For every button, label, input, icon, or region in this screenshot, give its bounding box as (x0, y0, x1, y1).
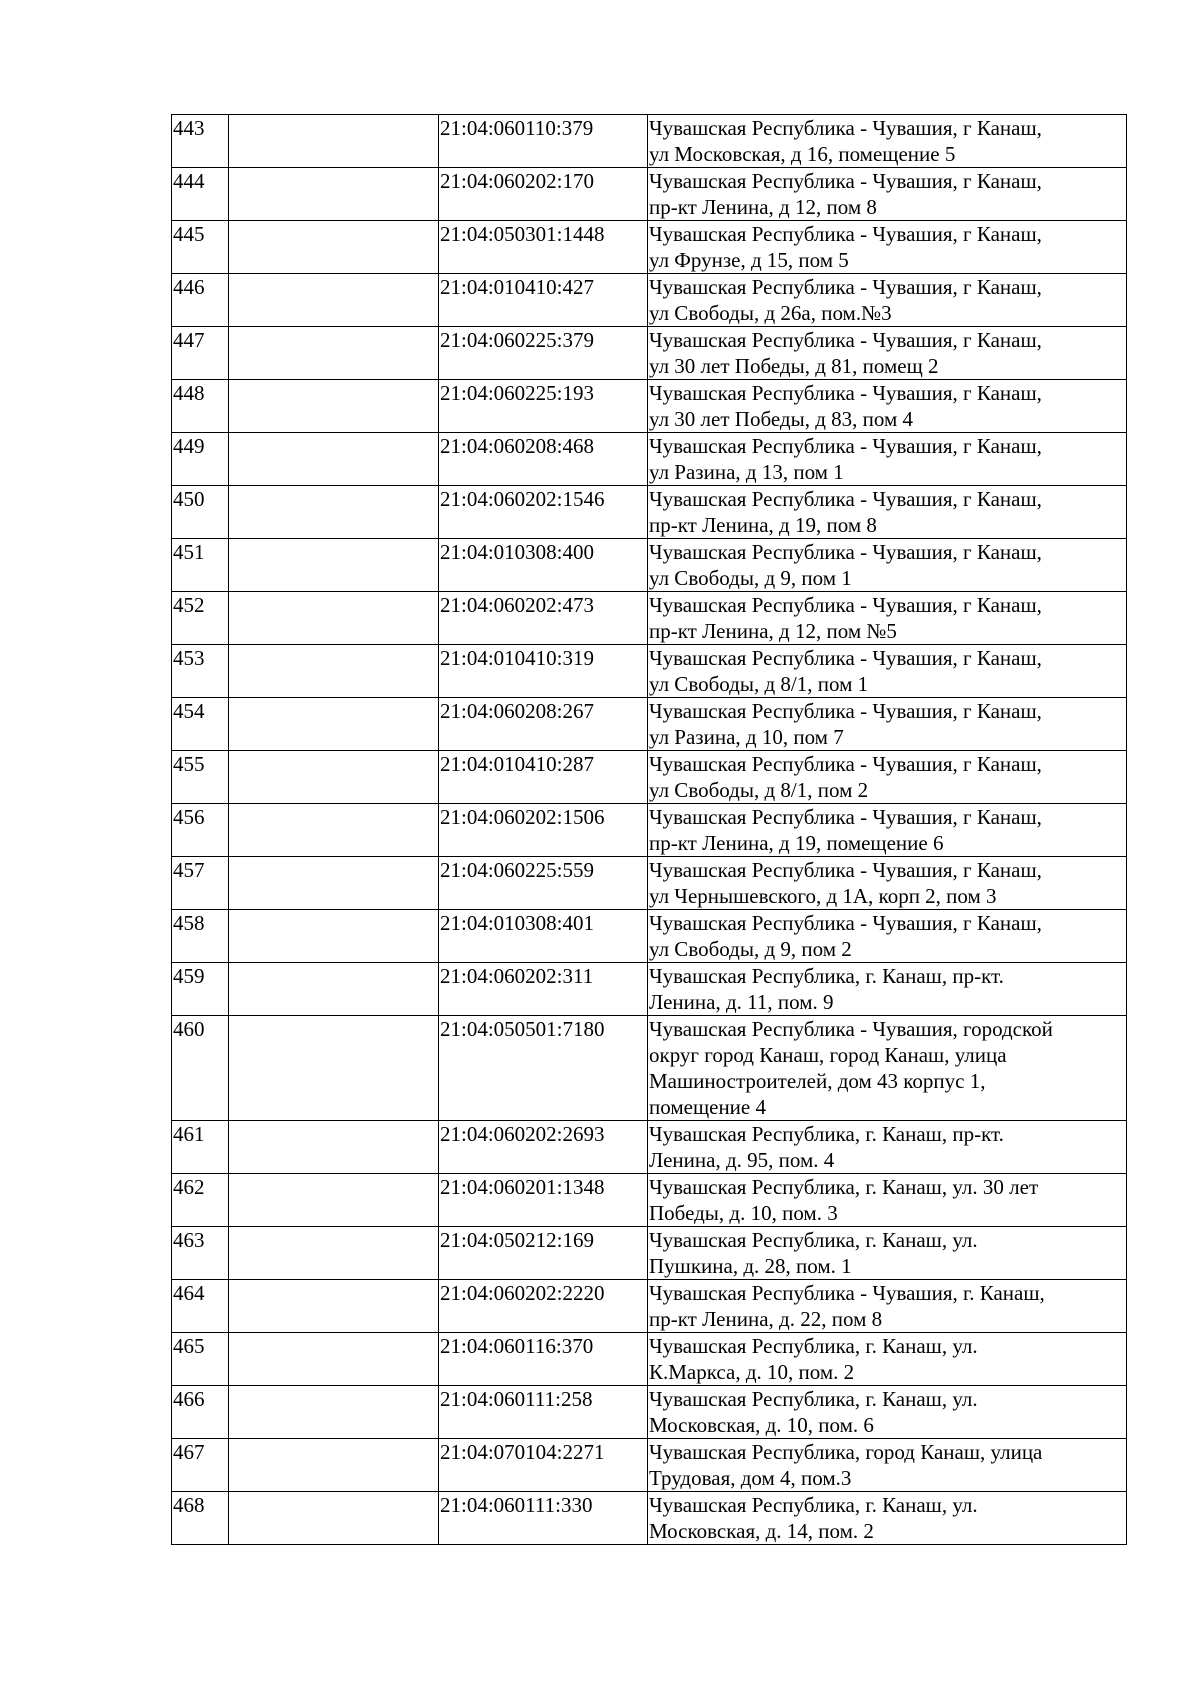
empty-cell (229, 433, 439, 486)
address-line: Чувашская Республика, г. Канаш, пр-кт. (649, 964, 1004, 988)
cadastral-number-cell: 21:04:060202:311 (439, 963, 648, 1016)
table-row (172, 804, 1127, 857)
cadastral-number-cell: 21:04:060208:267 (439, 698, 648, 751)
empty-cell (229, 698, 439, 751)
table-row (172, 751, 1127, 804)
table-row (172, 1121, 1127, 1174)
empty-cell (229, 645, 439, 698)
row-number-cell: 443 (172, 115, 229, 168)
table-row (172, 1280, 1127, 1333)
address-line: Чувашская Республика - Чувашия, городской (649, 1017, 1053, 1041)
table-row (172, 910, 1127, 963)
cadastral-number-cell: 21:04:060202:170 (439, 168, 648, 221)
address-line: Чувашская Республика, город Канаш, улица (649, 1440, 1043, 1464)
row-number-cell: 467 (172, 1439, 229, 1492)
address-cell (648, 1492, 1127, 1545)
row-number-cell: 458 (172, 910, 229, 963)
cadastral-number-cell: 21:04:060202:473 (439, 592, 648, 645)
address-line: Чувашская Республика - Чувашия, г Канаш, (649, 805, 1042, 829)
empty-cell (229, 857, 439, 910)
address-line: Чувашская Республика - Чувашия, г Канаш, (649, 434, 1042, 458)
cadastral-number-cell: 21:04:060225:559 (439, 857, 648, 910)
cadastral-number-cell: 21:04:010410:427 (439, 274, 648, 327)
cadastral-number-cell: 21:04:010308:401 (439, 910, 648, 963)
row-number-cell: 447 (172, 327, 229, 380)
address-cell (648, 1386, 1127, 1439)
table-row (172, 539, 1127, 592)
address-line: ул 30 лет Победы, д 83, пом 4 (649, 407, 914, 431)
address-line: Чувашская Республика - Чувашия, г Канаш, (649, 593, 1042, 617)
address-line: ул Свободы, д 9, пом 1 (649, 566, 852, 590)
address-line: Чувашская Республика - Чувашия, г Канаш, (649, 328, 1042, 352)
address-line: ул Чернышевского, д 1А, корп 2, пом 3 (649, 884, 997, 908)
table-row (172, 486, 1127, 539)
empty-cell (229, 592, 439, 645)
address-line: ул 30 лет Победы, д 81, помещ 2 (649, 354, 939, 378)
address-cell (648, 804, 1127, 857)
address-line: Московская, д. 10, пом. 6 (649, 1413, 874, 1437)
registry-body (172, 115, 1127, 1545)
cadastral-number-cell: 21:04:010308:400 (439, 539, 648, 592)
table-row (172, 221, 1127, 274)
address-line: Ленина, д. 11, пом. 9 (649, 990, 834, 1014)
row-number-cell: 466 (172, 1386, 229, 1439)
address-cell (648, 380, 1127, 433)
address-line: Машиностроителей, дом 43 корпус 1, (649, 1069, 986, 1093)
property-registry-table (171, 114, 1127, 1545)
address-cell (648, 751, 1127, 804)
address-line: пр-кт Ленина, д 19, помещение 6 (649, 831, 944, 855)
address-line: Чувашская Республика - Чувашия, г Канаш, (649, 169, 1042, 193)
row-number-cell: 453 (172, 645, 229, 698)
row-number-cell: 449 (172, 433, 229, 486)
empty-cell (229, 115, 439, 168)
row-number-cell: 465 (172, 1333, 229, 1386)
address-line: Чувашская Республика - Чувашия, г Канаш, (649, 752, 1042, 776)
empty-cell (229, 327, 439, 380)
address-line: Чувашская Республика - Чувашия, г Канаш, (649, 222, 1042, 246)
table-row (172, 380, 1127, 433)
empty-cell (229, 1439, 439, 1492)
row-number-cell: 452 (172, 592, 229, 645)
cadastral-number-cell: 21:04:070104:2271 (439, 1439, 648, 1492)
cadastral-number-cell: 21:04:010410:319 (439, 645, 648, 698)
address-cell (648, 486, 1127, 539)
row-number-cell: 457 (172, 857, 229, 910)
address-line: Чувашская Республика - Чувашия, г Канаш, (649, 275, 1042, 299)
empty-cell (229, 1227, 439, 1280)
table-row (172, 645, 1127, 698)
row-number-cell: 448 (172, 380, 229, 433)
cadastral-number-cell: 21:04:010410:287 (439, 751, 648, 804)
empty-cell (229, 539, 439, 592)
address-line: Чувашская Республика - Чувашия, г Канаш, (649, 540, 1042, 564)
table-row (172, 1492, 1127, 1545)
address-line: Пушкина, д. 28, пом. 1 (649, 1254, 852, 1278)
address-cell (648, 1333, 1127, 1386)
address-cell (648, 168, 1127, 221)
row-number-cell: 451 (172, 539, 229, 592)
row-number-cell: 468 (172, 1492, 229, 1545)
empty-cell (229, 380, 439, 433)
address-line: Чувашская Республика, г. Канаш, ул. (649, 1493, 978, 1517)
empty-cell (229, 1016, 439, 1121)
table-row (172, 1227, 1127, 1280)
row-number-cell: 446 (172, 274, 229, 327)
row-number-cell: 444 (172, 168, 229, 221)
cadastral-number-cell: 21:04:060202:2220 (439, 1280, 648, 1333)
table-row (172, 168, 1127, 221)
address-cell (648, 698, 1127, 751)
row-number-cell: 464 (172, 1280, 229, 1333)
address-line: Чувашская Республика - Чувашия, г Канаш, (649, 646, 1042, 670)
cadastral-number-cell: 21:04:060202:1546 (439, 486, 648, 539)
address-line: ул Свободы, д 9, пом 2 (649, 937, 852, 961)
address-cell (648, 1121, 1127, 1174)
row-number-cell: 460 (172, 1016, 229, 1121)
empty-cell (229, 486, 439, 539)
table-row (172, 327, 1127, 380)
address-cell (648, 645, 1127, 698)
address-line: Чувашская Республика - Чувашия, г Канаш, (649, 858, 1042, 882)
address-line: округ город Канаш, город Канаш, улица (649, 1043, 1007, 1067)
address-cell (648, 274, 1127, 327)
cadastral-number-cell: 21:04:060202:2693 (439, 1121, 648, 1174)
address-line: ул Московская, д 16, помещение 5 (649, 142, 956, 166)
address-line: ул Свободы, д 8/1, пом 1 (649, 672, 869, 696)
address-line: Чувашская Республика - Чувашия, г. Канаш, (649, 1281, 1045, 1305)
cadastral-number-cell: 21:04:060111:330 (439, 1492, 648, 1545)
address-line: Чувашская Республика - Чувашия, г Канаш, (649, 911, 1042, 935)
empty-cell (229, 804, 439, 857)
table-row (172, 1439, 1127, 1492)
empty-cell (229, 910, 439, 963)
address-line: Чувашская Республика, г. Канаш, ул. (649, 1387, 978, 1411)
address-cell (648, 221, 1127, 274)
address-cell (648, 1280, 1127, 1333)
empty-cell (229, 963, 439, 1016)
address-cell (648, 963, 1127, 1016)
address-line: ул Свободы, д 8/1, пом 2 (649, 778, 869, 802)
address-line: Победы, д. 10, пом. 3 (649, 1201, 838, 1225)
address-line: Чувашская Республика, г. Канаш, ул. (649, 1228, 978, 1252)
address-cell (648, 115, 1127, 168)
cadastral-number-cell: 21:04:060202:1506 (439, 804, 648, 857)
row-number-cell: 450 (172, 486, 229, 539)
table-row (172, 115, 1127, 168)
table-row (172, 1174, 1127, 1227)
address-cell (648, 539, 1127, 592)
cadastral-number-cell: 21:04:050301:1448 (439, 221, 648, 274)
address-line: помещение 4 (649, 1095, 766, 1119)
row-number-cell: 454 (172, 698, 229, 751)
table-row (172, 963, 1127, 1016)
cadastral-number-cell: 21:04:060201:1348 (439, 1174, 648, 1227)
empty-cell (229, 1386, 439, 1439)
address-cell (648, 327, 1127, 380)
address-cell (648, 592, 1127, 645)
address-cell (648, 1016, 1127, 1121)
empty-cell (229, 751, 439, 804)
address-line: ул Фрунзе, д 15, пом 5 (649, 248, 849, 272)
address-line: Чувашская Республика, г. Канаш, ул. 30 лет (649, 1175, 1039, 1199)
cadastral-number-cell: 21:04:050212:169 (439, 1227, 648, 1280)
table-row (172, 274, 1127, 327)
table-row (172, 857, 1127, 910)
address-line: К.Маркса, д. 10, пом. 2 (649, 1360, 855, 1384)
address-line: пр-кт Ленина, д 12, пом 8 (649, 195, 877, 219)
table-row (172, 592, 1127, 645)
address-line: Ленина, д. 95, пом. 4 (649, 1148, 835, 1172)
address-cell (648, 433, 1127, 486)
address-line: пр-кт Ленина, д. 22, пом 8 (649, 1307, 883, 1331)
row-number-cell: 461 (172, 1121, 229, 1174)
address-line: ул Свободы, д 26а, пом.№3 (649, 301, 892, 325)
empty-cell (229, 1121, 439, 1174)
address-line: Московская, д. 14, пом. 2 (649, 1519, 874, 1543)
table-row (172, 1016, 1127, 1121)
address-cell (648, 857, 1127, 910)
address-line: ул Разина, д 13, пом 1 (649, 460, 844, 484)
row-number-cell: 445 (172, 221, 229, 274)
row-number-cell: 456 (172, 804, 229, 857)
cadastral-number-cell: 21:04:060116:370 (439, 1333, 648, 1386)
address-line: Трудовая, дом 4, пом.3 (649, 1466, 852, 1490)
empty-cell (229, 1174, 439, 1227)
cadastral-number-cell: 21:04:060208:468 (439, 433, 648, 486)
address-line: ул Разина, д 10, пом 7 (649, 725, 844, 749)
cadastral-number-cell: 21:04:060111:258 (439, 1386, 648, 1439)
row-number-cell: 462 (172, 1174, 229, 1227)
address-cell (648, 910, 1127, 963)
address-cell (648, 1227, 1127, 1280)
empty-cell (229, 274, 439, 327)
empty-cell (229, 1333, 439, 1386)
empty-cell (229, 168, 439, 221)
table-row (172, 1333, 1127, 1386)
table-row (172, 698, 1127, 751)
address-line: Чувашская Республика, г. Канаш, пр-кт. (649, 1122, 1004, 1146)
address-line: пр-кт Ленина, д 12, пом №5 (649, 619, 897, 643)
row-number-cell: 463 (172, 1227, 229, 1280)
cadastral-number-cell: 21:04:060225:193 (439, 380, 648, 433)
address-line: Чувашская Республика - Чувашия, г Канаш, (649, 116, 1042, 140)
empty-cell (229, 1280, 439, 1333)
cadastral-number-cell: 21:04:050501:7180 (439, 1016, 648, 1121)
empty-cell (229, 1492, 439, 1545)
address-line: Чувашская Республика - Чувашия, г Канаш, (649, 699, 1042, 723)
address-line: Чувашская Республика - Чувашия, г Канаш, (649, 487, 1042, 511)
address-cell (648, 1439, 1127, 1492)
address-cell (648, 1174, 1127, 1227)
table-row (172, 1386, 1127, 1439)
row-number-cell: 455 (172, 751, 229, 804)
cadastral-number-cell: 21:04:060110:379 (439, 115, 648, 168)
empty-cell (229, 221, 439, 274)
address-line: пр-кт Ленина, д 19, пом 8 (649, 513, 877, 537)
address-line: Чувашская Республика - Чувашия, г Канаш, (649, 381, 1042, 405)
address-line: Чувашская Республика, г. Канаш, ул. (649, 1334, 978, 1358)
row-number-cell: 459 (172, 963, 229, 1016)
table-row (172, 433, 1127, 486)
cadastral-number-cell: 21:04:060225:379 (439, 327, 648, 380)
